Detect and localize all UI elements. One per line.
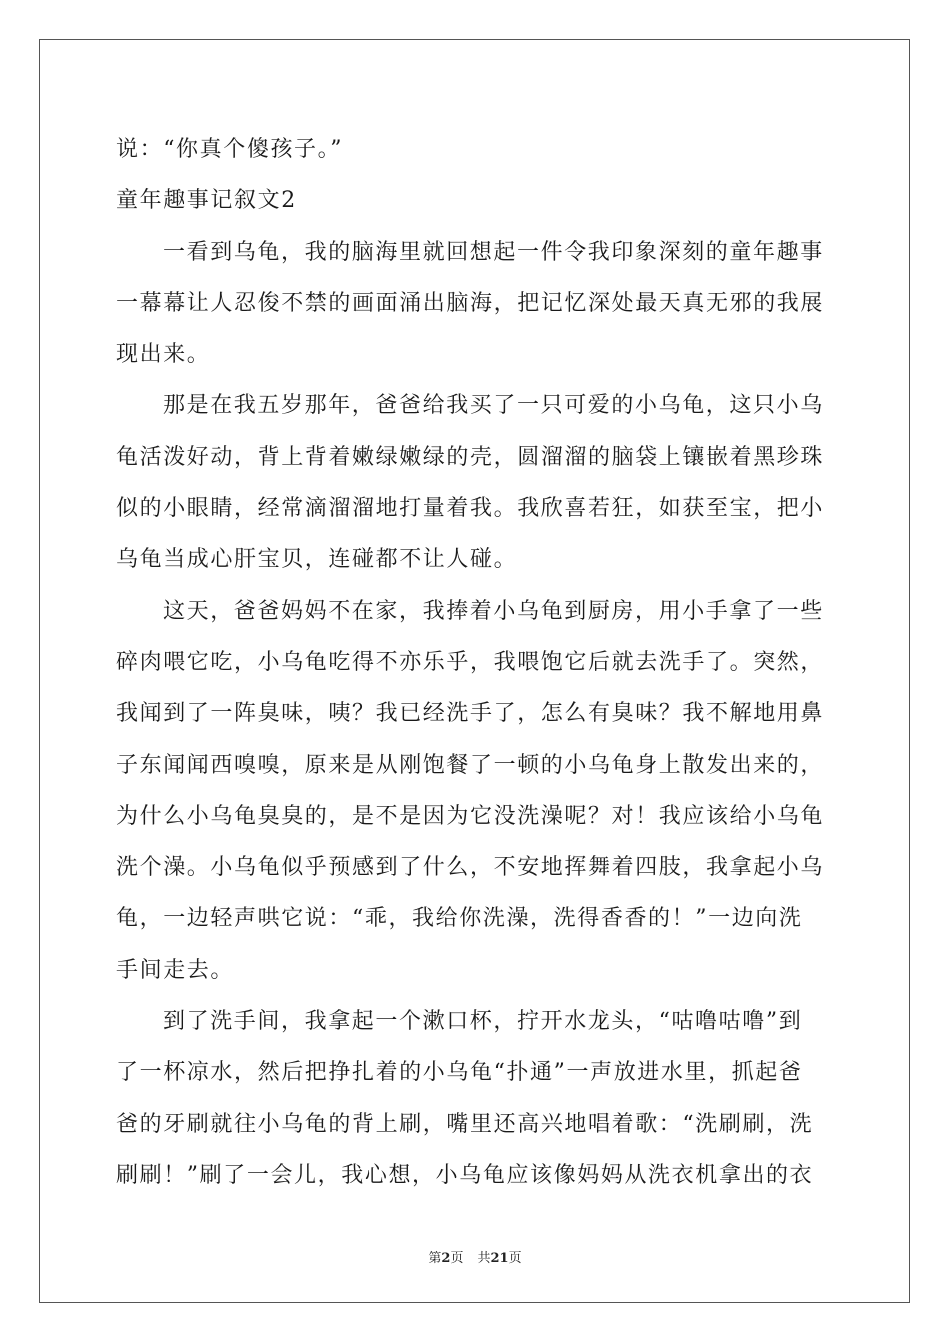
paragraph-line: 一看到乌龟，我的脑海里就回想起一件令我印象深刻的童年趣事 <box>163 239 824 265</box>
paragraph-line: 了一杯凉水，然后把挣扎着的小乌龟“扑通”一声放进水里，抓起爸 <box>116 1060 803 1086</box>
paragraph-line: 为什么小乌龟臭臭的，是不是因为它没洗澡呢？对！我应该给小乌龟 <box>116 803 825 829</box>
paragraph-line: 爸的牙刷就往小乌龟的背上刷，嘴里还高兴地唱着歌：“洗刷刷，洗 <box>116 1111 814 1137</box>
total-prefix: 共 <box>477 1251 491 1266</box>
paragraph-line: 龟活泼好动，背上背着嫩绿嫩绿的壳，圆溜溜的脑袋上镶嵌着黑珍珠 <box>116 444 825 470</box>
paragraph-line: 一幕幕让人忍俊不禁的画面涌出脑海，把记忆深处最天真无邪的我展 <box>116 290 825 316</box>
page-number: 2 <box>441 1251 451 1266</box>
paragraph-line: 龟，一边轻声哄它说：“乖，我给你洗澡，洗得香香的！”一边向洗 <box>116 906 803 932</box>
page-suffix: 页 <box>450 1251 464 1266</box>
paragraph-line: 洗个澡。小乌龟似乎预感到了什么，不安地挥舞着四肢，我拿起小乌 <box>116 855 825 881</box>
total-suffix: 页 <box>508 1251 522 1266</box>
paragraph-line: 乌龟当成心肝宝贝，连碰都不让人碰。 <box>116 547 518 573</box>
text-line: 说：“你真个傻孩子。” <box>116 137 344 162</box>
paragraph-line: 似的小眼睛，经常滴溜溜地打量着我。我欣喜若狂，如获至宝，把小 <box>116 496 825 522</box>
paragraph-line: 到了洗手间，我拿起一个漱口杯，拧开水龙头，“咕噜咕噜”到 <box>163 1009 803 1035</box>
paragraph-line: 刷刷！”刷了一会儿，我心想，小乌龟应该像妈妈从洗衣机拿出的衣 <box>116 1162 814 1188</box>
document-body <box>116 124 836 1201</box>
page-prefix: 第 <box>428 1251 442 1266</box>
paragraph-line: 子东闻闻西嗅嗅，原来是从刚饱餐了一顿的小乌龟身上散发出来的， <box>116 752 825 778</box>
total-pages: 21 <box>490 1251 509 1266</box>
paragraph-line: 碎肉喂它吃，小乌龟吃得不亦乐乎，我喂饱它后就去洗手了。突然， <box>116 649 825 675</box>
section-heading: 童年趣事记叙文2 <box>116 188 297 214</box>
paragraph-line: 这天，爸爸妈妈不在家，我捧着小乌龟到厨房，用小手拿了一些 <box>163 598 824 624</box>
page-footer <box>0 1247 950 1266</box>
paragraph-line: 现出来。 <box>116 342 211 368</box>
paragraph-line: 那是在我五岁那年，爸爸给我买了一只可爱的小乌龟，这只小乌 <box>163 393 824 419</box>
paragraph-line: 手间走去。 <box>116 957 235 983</box>
paragraph-line: 我闻到了一阵臭味，咦？我已经洗手了，怎么有臭味？我不解地用鼻 <box>116 701 825 727</box>
